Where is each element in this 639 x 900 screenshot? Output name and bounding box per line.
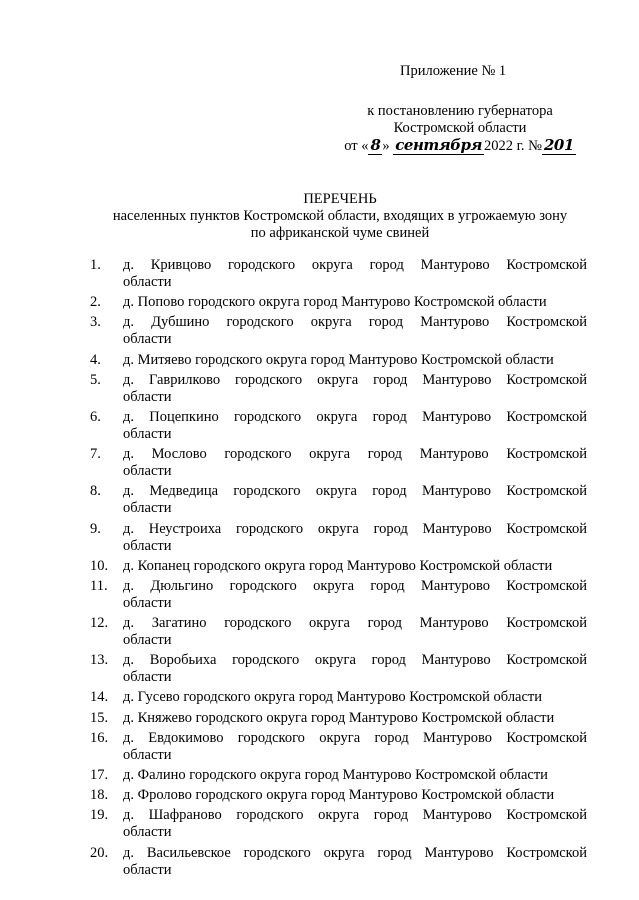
item-number: 15.	[90, 709, 109, 726]
item-number: 14.	[90, 689, 109, 706]
item-text-main: д. Медведица городского округа город Мантурово Костромской	[123, 483, 587, 500]
item-text-continuation: области	[123, 331, 172, 348]
item-text-continuation: области	[123, 746, 172, 763]
item-text-continuation: области	[123, 632, 172, 649]
item-text	[123, 710, 587, 727]
list-item	[92, 710, 587, 727]
item-number: 19.	[90, 807, 109, 824]
list-item	[92, 352, 587, 369]
item-text-main: д. Васильевское городского округа город Мантурово Костромской	[123, 844, 587, 861]
item-text	[123, 521, 587, 555]
item-text-continuation: области	[123, 274, 172, 290]
item-number: 17.	[90, 767, 109, 783]
item-text	[123, 372, 587, 406]
item-text-main: д. Неустроиха городского округа город Мантурово Костромской	[123, 520, 587, 537]
item-text-main: д. Дубшино городского округа город Мантурово Костромской	[123, 314, 587, 331]
item-text-main: д. Дюльгино городского округа город Мантурово Костромской	[123, 577, 587, 594]
item-number: 18.	[90, 787, 109, 804]
item-number: 7.	[90, 446, 101, 463]
item-text	[123, 652, 587, 686]
item-text-main: д. Митяево городского округа город Мантурово Костромской области	[123, 351, 554, 368]
item-text-continuation: области	[123, 537, 172, 554]
item-text-main: д. Воробьиха городского округа город Мантурово Костромской	[123, 652, 587, 669]
date-prefix: от «	[344, 138, 369, 154]
item-number: 4.	[90, 351, 101, 368]
list-item	[92, 372, 587, 406]
list-item	[92, 615, 587, 649]
item-text	[123, 807, 587, 841]
item-number: 11.	[90, 577, 108, 594]
item-text	[123, 257, 587, 291]
item-number: 6.	[90, 408, 101, 425]
region-line: Костромской области	[393, 120, 527, 136]
item-text-main: д. Мослово городского округа город Мантурово Костромской	[123, 446, 587, 463]
item-number: 20.	[90, 844, 109, 861]
item-text-main: д. Загатино городского округа город Мантурово Костромской	[123, 615, 587, 632]
item-text	[123, 767, 587, 784]
item-text-main: д. Фалино городского округа город Мантурово Костромской области	[123, 767, 548, 783]
item-text-continuation: области	[123, 425, 172, 442]
list-item	[92, 257, 587, 291]
item-text-main: д. Кривцово городского округа город Мантурово Костромской	[123, 257, 587, 273]
appendix-label: Приложение № 1	[400, 63, 507, 79]
list-item	[92, 314, 587, 348]
item-text	[123, 730, 587, 764]
item-text-continuation: области	[123, 861, 172, 878]
list-item	[92, 558, 587, 575]
list-item	[92, 787, 587, 804]
list-item	[92, 807, 587, 841]
handwritten-number: 201	[544, 136, 574, 154]
list-item	[92, 294, 587, 311]
item-number: 8.	[90, 483, 101, 500]
item-text	[123, 352, 587, 369]
item-number: 1.	[90, 257, 101, 273]
document-title	[60, 191, 620, 242]
item-text	[123, 845, 587, 879]
item-text	[123, 689, 587, 706]
item-text	[123, 409, 587, 443]
list-item	[92, 446, 587, 480]
item-number: 12.	[90, 615, 109, 632]
item-text	[123, 787, 587, 804]
title-subheading-2: по африканской чуме свиней	[250, 225, 430, 241]
item-text	[123, 615, 587, 649]
list-item	[92, 845, 587, 879]
date-line	[330, 137, 590, 155]
item-number: 9.	[90, 520, 101, 537]
list-item	[92, 652, 587, 686]
item-text-continuation: области	[123, 824, 172, 841]
item-text-main: д. Гусево городского округа город Мантурово Костромской области	[123, 689, 543, 706]
item-text-continuation: области	[123, 594, 172, 611]
item-text-continuation: области	[123, 463, 172, 480]
item-text-main: д. Фролово городского округа город Мантурово Костромской области	[123, 787, 555, 804]
item-text-main: д. Гаврилково городского округа город Мантурово Костромской	[123, 371, 587, 388]
year-text: 2022 г. №	[483, 138, 542, 154]
resolution-header	[330, 103, 590, 155]
item-number: 5.	[90, 371, 101, 388]
handwritten-month: сентября	[395, 136, 482, 154]
item-number: 2.	[90, 294, 101, 311]
item-text	[123, 578, 587, 612]
item-text-main: д. Княжево городского округа город Мантурово Костромской области	[123, 709, 555, 726]
item-number: 13.	[90, 652, 109, 669]
list-item	[92, 767, 587, 784]
item-number: 10.	[90, 557, 109, 574]
item-number: 16.	[90, 729, 109, 746]
item-text-main: д. Поцепкино городского округа город Мантурово Костромской	[123, 408, 587, 425]
item-text	[123, 446, 587, 480]
item-number: 3.	[90, 314, 101, 331]
list-item	[92, 689, 587, 706]
settlement-list	[92, 257, 587, 882]
item-text-main: д. Евдокимово городского округа город Мантурово Костромской	[123, 729, 587, 746]
handwritten-day: 8	[370, 136, 381, 154]
list-item	[92, 578, 587, 612]
list-item	[92, 521, 587, 555]
item-text-continuation: области	[123, 388, 172, 405]
item-text	[123, 558, 587, 575]
item-text-main: д. Шафраново городского округа город Мантурово Костромской	[123, 807, 587, 824]
date-quote-close: »	[382, 138, 390, 154]
item-text	[123, 483, 587, 517]
list-item	[92, 483, 587, 517]
item-text-main: д. Попово городского округа город Мантурово Костромской области	[123, 294, 547, 311]
title-subheading: населенных пунктов Костромской области, входящих в угрожаемую зону	[112, 208, 568, 224]
list-item	[92, 730, 587, 764]
list-item	[92, 409, 587, 443]
item-text-continuation: области	[123, 500, 172, 517]
item-text	[123, 294, 587, 311]
item-text-continuation: области	[123, 669, 172, 686]
title-heading: ПЕРЕЧЕНЬ	[303, 191, 377, 207]
resolution-line: к постановлению губернатора	[367, 103, 553, 119]
item-text	[123, 314, 587, 348]
item-text-main: д. Копанец городского округа город Мантурово Костромской области	[123, 557, 553, 574]
